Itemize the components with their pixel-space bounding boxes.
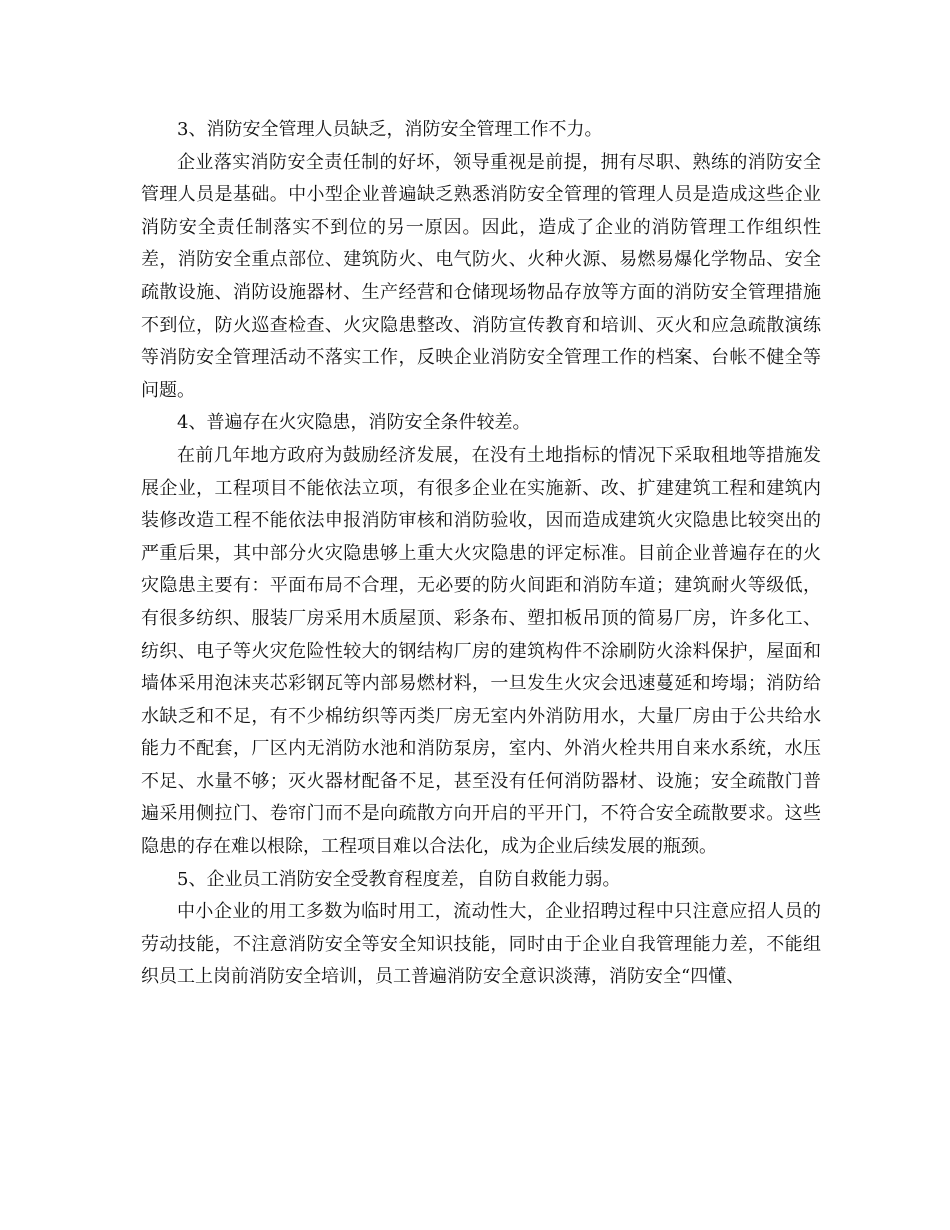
- section-paragraph-3: 企业落实消防安全责任制的好坏，领导重视是前提，拥有尽职、熟练的消防安全管理人员是基础。中小型企业普遍缺乏熟悉消防安全管理的管理人员是造成这些企业消防安全责任制落实不到位的另一原因。因此，造成了企业的消防管理工作组织性差，消防安全重点部位、建筑防火、电气防火、火种火源、易燃易爆化学物品、安全疏散设施、消防设施器材、生产经营和仓储现场物品存放等方面的消防安全管理措施不到位，防火巡查检查、火灾隐患整改、消防宣传教育和培训、灭火和应急疏散演练等消防安全管理活动不落实工作，反映企业消防安全管理工作的档案、台帐不健全等问题。: [141, 151, 821, 401]
- section-heading-5: 5、企业员工消防安全受教育程度差，自防自救能力弱。: [177, 868, 621, 890]
- document-body: [141, 114, 821, 994]
- section-paragraph-5: 中小企业的用工多数为临时用工，流动性大，企业招聘过程中只注意应招人员的劳动技能，不注意消防安全等安全知识技能，同时由于企业自我管理能力差，不能组织员工上岗前消防安全培训，员工普遍消防安全意识淡薄，消防安全“四懂、: [141, 901, 821, 988]
- section-paragraph-4: 在前几年地方政府为鼓励经济发展，在没有土地指标的情况下采取租地等措施发展企业，工程项目不能依法立项，有很多企业在实施新、改、扩建建筑工程和建筑内装修改造工程不能依法申报消防审核和消防验收，因而造成建筑火灾隐患比较突出的严重后果，其中部分火灾隐患够上重大火灾隐患的评定标准。目前企业普遍存在的火灾隐患主要有：平面布局不合理，无必要的防火间距和消防车道；建筑耐火等级低，有很多纺织、服装厂房采用木质屋顶、彩条布、塑扣板吊顶的简易厂房，许多化工、纺织、电子等火灾危险性较大的钢结构厂房的建筑构件不涂刷防火涂料保护，屋面和墙体采用泡沫夹芯彩钢瓦等内部易燃材料，一旦发生火灾会迅速蔓延和垮塌；消防给水缺乏和不足，有不少棉纺织等丙类厂房无室内外消防用水，大量厂房由于公共给水能力不配套，厂区内无消防水池和消防泵房，室内、外消火栓共用自来水系统，水压不足、水量不够；灭火器材配备不足，甚至没有任何消防器材、设施；安全疏散门普遍采用侧拉门、卷帘门而不是向疏散方向开启的平开门，不符合安全疏散要求。这些隐患的存在难以根除，工程项目难以合法化，成为企业后续发展的瓶颈。: [141, 444, 821, 858]
- section-heading-3: 3、消防安全管理人员缺乏，消防安全管理工作不力。: [177, 119, 603, 140]
- section-heading-4: 4、普遍存在火灾隐患，消防安全条件较差。: [177, 412, 531, 434]
